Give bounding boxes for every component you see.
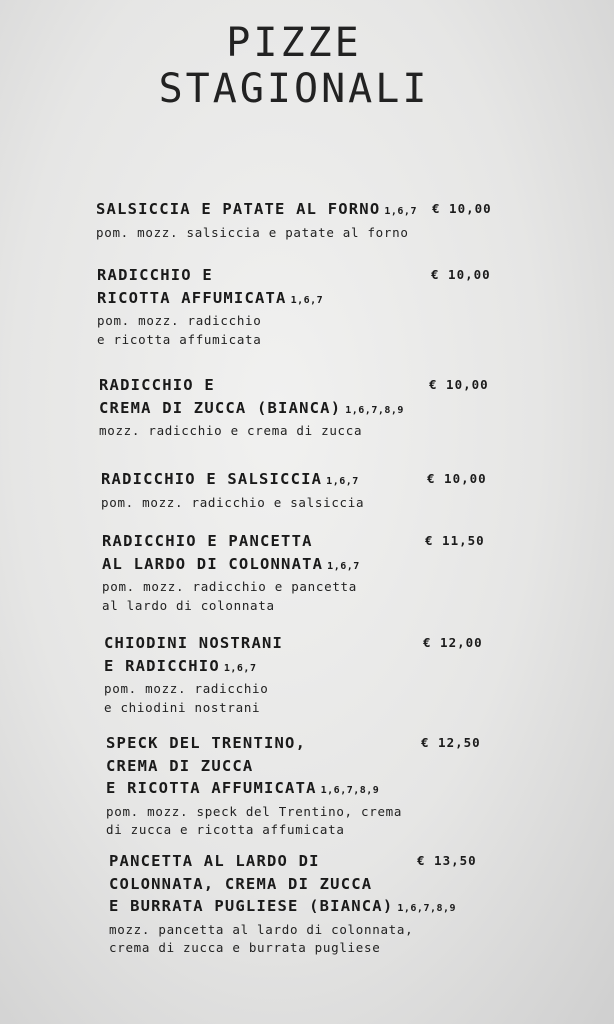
item-title-text: CREMA DI ZUCCA (BIANCA) xyxy=(99,398,342,417)
title-line-1: PIZZE xyxy=(226,20,362,66)
item-title-text: RADICCHIO E PANCETTA xyxy=(102,532,313,550)
item-description: pom. mozz. salsiccia e patate al forno xyxy=(96,224,409,240)
item-title-line xyxy=(109,873,529,896)
item-title-text: E BURRATA PUGLIESE (BIANCA) xyxy=(109,897,394,915)
item-description: e ricotta affumicata xyxy=(97,331,262,347)
item-title-line xyxy=(106,755,526,778)
item-title-text: SPECK DEL TRENTINO, xyxy=(106,734,307,752)
allergens: 1,6,7,8,9 xyxy=(345,404,404,416)
item-title-text: RICOTTA AFFUMICATA xyxy=(97,288,287,307)
item-title-text: COLONNATA, CREMA DI ZUCCA xyxy=(109,874,373,893)
item-price: € 10,00 xyxy=(429,377,489,392)
page-title xyxy=(0,20,588,112)
item-price: € 10,00 xyxy=(431,267,491,282)
item-title-line xyxy=(97,287,517,313)
item-price: € 13,50 xyxy=(417,853,477,868)
item-title-text: RADICCHIO E xyxy=(99,376,215,394)
menu-item xyxy=(96,198,516,242)
item-title-text: E RICOTTA AFFUMICATA xyxy=(106,779,317,797)
item-description: di zucca e ricotta affumicata xyxy=(106,822,345,837)
allergens: 1,6,7,8,9 xyxy=(320,785,380,796)
item-title-text: AL LARDO DI COLONNATA xyxy=(102,554,324,573)
item-price: € 12,00 xyxy=(423,635,483,650)
menu-item xyxy=(101,468,521,512)
item-description: pom. mozz. speck del Trentino, crema xyxy=(106,803,403,819)
item-title-line xyxy=(99,397,519,423)
menu-item xyxy=(106,732,526,840)
item-title-text: SALSICCIA E PATATE AL FORNO xyxy=(96,200,381,218)
item-description: pom. mozz. radicchio xyxy=(104,681,269,696)
item-description: pom. mozz. radicchio e salsiccia xyxy=(101,494,365,510)
menu-item xyxy=(97,264,517,349)
item-description: mozz. pancetta al lardo di colonnata, xyxy=(109,921,414,937)
item-title-text: PANCETTA AL LARDO DI xyxy=(109,852,320,870)
item-description: pom. mozz. radicchio xyxy=(97,313,262,328)
item-title-text: CHIODINI NOSTRANI xyxy=(104,634,284,652)
allergens: 1,6,7 xyxy=(326,476,359,487)
item-title-text: E RADICCHIO xyxy=(104,656,220,675)
item-description: pom. mozz. radicchio e pancetta xyxy=(102,579,357,594)
menu-item xyxy=(104,632,524,717)
item-description: al lardo di colonnata xyxy=(102,597,275,613)
title-line-2: STAGIONALI xyxy=(158,66,430,112)
allergens: 1,6,7 xyxy=(223,662,257,674)
item-title-text: RADICCHIO E xyxy=(97,266,213,284)
menu-item xyxy=(99,374,519,441)
allergens: 1,6,7,8,9 xyxy=(397,903,457,914)
item-price: € 10,00 xyxy=(427,471,487,486)
item-title-text: RADICCHIO E SALSICCIA xyxy=(101,470,323,488)
allergens: 1,6,7 xyxy=(290,294,324,306)
allergens: 1,6,7 xyxy=(327,560,360,572)
item-title-line xyxy=(106,777,526,803)
item-title-line xyxy=(109,895,529,921)
item-description: crema di zucca e burrata pugliese xyxy=(109,940,381,955)
item-title-line xyxy=(102,553,522,579)
allergens: 1,6,7 xyxy=(384,206,417,217)
item-price: € 11,50 xyxy=(425,533,485,548)
item-title-line xyxy=(104,655,524,681)
menu-item xyxy=(109,850,529,958)
item-description: mozz. radicchio e crema di zucca xyxy=(99,423,363,438)
item-description: e chiodini nostrani xyxy=(104,699,261,715)
item-price: € 12,50 xyxy=(421,735,481,750)
item-price: € 10,00 xyxy=(432,201,492,216)
item-title-text: CREMA DI ZUCCA xyxy=(106,756,254,775)
menu-item xyxy=(102,530,522,615)
